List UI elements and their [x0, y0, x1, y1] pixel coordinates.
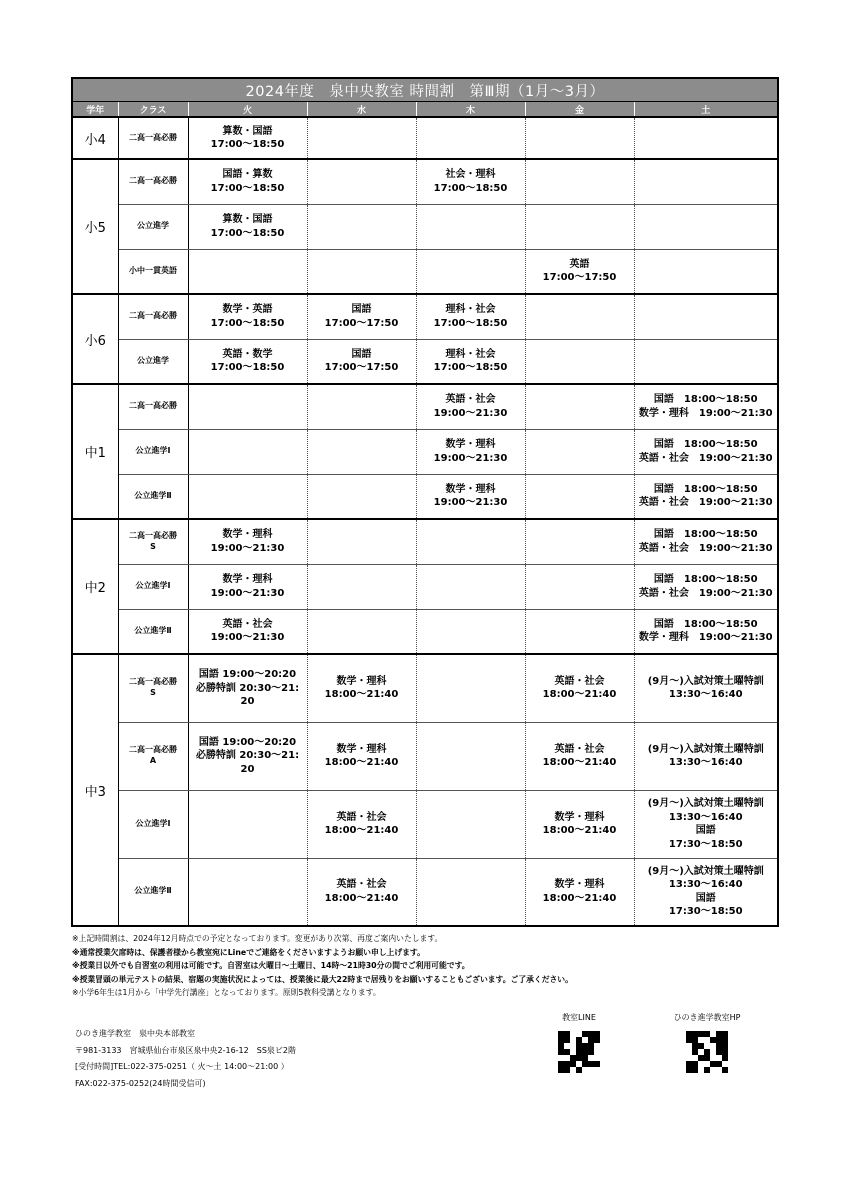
schedule-cell [416, 654, 525, 722]
schedule-line: 17:00～18:50 [210, 139, 285, 150]
schedule-cell [634, 790, 778, 858]
class-name-line: 小中一貫英語 [129, 265, 177, 275]
schedule-line: 数学・理科 [222, 529, 273, 541]
column-header: 学年 [72, 102, 118, 118]
note-line: ※通常授業欠席時は、保護者様から教室宛にLineでご連絡をくださいますようお願い申し上げます。 [72, 947, 425, 957]
schedule-cell [525, 654, 634, 722]
schedule-line: 17:00～18:50 [210, 362, 285, 374]
schedule-line: 17:00～18:50 [433, 362, 508, 374]
class-name-line: 二高一高必勝 [129, 677, 177, 687]
note-line: ※授業冒頭の単元テストの結果、宿題の実施状況によっては、授業後に最大22時まで居残りをお願いすることもございます。ご了承ください。 [72, 974, 573, 984]
class-name-line: 二高一高必勝 [129, 530, 177, 540]
schedule-line: 18:00～21:40 [542, 825, 617, 836]
schedule-cell [634, 858, 778, 926]
schedule-cell [188, 339, 307, 384]
schedule-cell [188, 722, 307, 790]
schedule-cell [307, 159, 416, 204]
schedule-line: 理科・社会 [445, 304, 496, 316]
schedule-line: 数学・理科 19:00～21:30 [638, 632, 773, 644]
class-name-line: S [150, 541, 156, 551]
schedule-cell [188, 249, 307, 294]
schedule-cell [634, 117, 778, 159]
grade-cell: 中3 [72, 654, 118, 926]
schedule-cell [188, 474, 307, 519]
schedule-cell [416, 339, 525, 384]
schedule-line: 19:00～21:30 [210, 587, 285, 599]
note-line: ※授業日以外でも自習室の利用は可能です。自習室は火曜日～土曜日、14時～21時30分の間でご利用可能です。 [72, 961, 470, 970]
class-name-line: 二高一高必勝 [129, 311, 177, 321]
schedule-cell [307, 474, 416, 519]
schedule-line: 18:00～21:40 [542, 689, 617, 701]
schedule-cell [188, 384, 307, 429]
schedule-cell [525, 858, 634, 926]
schedule-line: 国語 [695, 825, 716, 836]
schedule-line: 英語・社会 [336, 879, 387, 891]
schedule-line: 理科・社会 [445, 348, 496, 360]
schedule-line: 国語 18:00～18:50 [653, 439, 758, 450]
schedule-cell [188, 519, 307, 564]
class-cell [118, 654, 188, 722]
line-qr-block [524, 1012, 634, 1073]
schedule-line: 英語・社会 19:00～21:30 [638, 452, 773, 464]
schedule-line: 英語・社会 [554, 743, 605, 755]
schedule-line: 18:00～21:40 [542, 892, 617, 904]
class-name-line: 二高一高必勝 [129, 745, 177, 755]
schedule-cell [307, 249, 416, 294]
table-row [72, 294, 778, 339]
class-cell [118, 159, 188, 204]
schedule-line: 国語 18:00～18:50 [653, 618, 758, 630]
school-info-line: FAX:022-375-0252(24時間受信可) [75, 1078, 206, 1088]
schedule-cell [307, 204, 416, 249]
schedule-line: 18:00～21:40 [542, 757, 617, 768]
schedule-cell [307, 117, 416, 159]
class-cell [118, 384, 188, 429]
schedule-cell [525, 609, 634, 654]
schedule-line: 必勝特訓 20:30～21: [195, 750, 300, 762]
schedule-line: 数学・理科 [222, 574, 273, 585]
class-name-line: 二高一高必勝 [129, 176, 177, 186]
schedule-cell [416, 204, 525, 249]
schedule-line: 英語・社会 [336, 811, 387, 823]
schedule-line: 英語・社会 19:00～21:30 [638, 497, 773, 509]
schedule-cell [188, 790, 307, 858]
schedule-cell [188, 159, 307, 204]
column-header: 火 [188, 102, 307, 118]
schedule-line: 英語・社会 [554, 675, 605, 687]
schedule-cell [307, 564, 416, 609]
schedule-cell [416, 519, 525, 564]
schedule-line: 国語 18:00～18:50 [653, 483, 758, 495]
schedule-cell [634, 474, 778, 519]
schedule-line: 18:00～21:40 [324, 892, 399, 904]
schedule-line: 数学・理科 [336, 675, 387, 687]
class-name-line: S [150, 688, 156, 698]
schedule-cell [416, 429, 525, 474]
class-cell [118, 339, 188, 384]
schedule-line: 19:00～21:30 [433, 407, 508, 419]
schedule-line: (9月～)入試対策土曜特訓 [647, 675, 764, 687]
schedule-line: 17:00～18:50 [433, 317, 508, 329]
schedule-cell [634, 339, 778, 384]
schedule-cell [525, 722, 634, 790]
schedule-line: 英語・数学 [222, 348, 273, 360]
schedule-cell [416, 722, 525, 790]
schedule-cell [634, 249, 778, 294]
class-cell [118, 858, 188, 926]
timetable [71, 77, 777, 927]
schedule-line: 13:30～16:40 [668, 689, 743, 701]
class-name-line: 二高一高必勝 [129, 401, 177, 411]
schedule-cell [525, 384, 634, 429]
schedule-line: 英語・社会 [222, 618, 273, 630]
table-row [72, 609, 778, 654]
class-cell [118, 790, 188, 858]
schedule-line: 19:00～21:30 [210, 542, 285, 554]
schedule-line: 19:00～21:30 [210, 632, 285, 644]
class-cell [118, 294, 188, 339]
class-cell [118, 429, 188, 474]
class-name-line: 公立進学Ⅰ [135, 446, 171, 456]
schedule-line: 数学・理科 [445, 483, 496, 495]
class-name-line: 公立進学Ⅱ [134, 625, 172, 635]
column-header: 木 [416, 102, 525, 118]
schedule-line: 17:00～18:50 [210, 182, 285, 194]
table-row [72, 519, 778, 564]
schedule-line: 国語 19:00～20:20 [198, 736, 297, 748]
schedule-line: 数学・理科 [554, 879, 605, 891]
class-name-line: 公立進学Ⅱ [134, 886, 172, 896]
schedule-cell [525, 204, 634, 249]
schedule-line: 国語 18:00～18:50 [653, 394, 758, 406]
schedule-cell [416, 790, 525, 858]
schedule-line: 17:00～17:50 [324, 317, 399, 329]
column-header: 金 [525, 102, 634, 118]
schedule-line: 17:00～17:50 [324, 362, 399, 374]
schedule-line: 国語 [695, 892, 716, 904]
schedule-line: 必勝特訓 20:30～21: [195, 682, 300, 694]
class-cell [118, 249, 188, 294]
schedule-cell [188, 564, 307, 609]
schedule-cell [416, 384, 525, 429]
schedule-line: 13:30～16:40 [668, 879, 743, 891]
schedule-cell [634, 519, 778, 564]
schedule-cell [307, 858, 416, 926]
schedule-line: 18:00～21:40 [324, 689, 399, 701]
schedule-line: 19:00～21:30 [433, 497, 508, 509]
schedule-line: 国語 19:00～20:20 [198, 669, 297, 680]
schedule-line: 18:00～21:40 [324, 825, 399, 836]
schedule-cell [634, 159, 778, 204]
schedule-cell [525, 790, 634, 858]
schedule-cell [416, 564, 525, 609]
schedule-cell [525, 519, 634, 564]
school-info-line: [受付時間]TEL:022-375-0251（ 火～土 14:00～21:00 ） [75, 1062, 289, 1071]
schedule-cell [525, 249, 634, 294]
schedule-line: 17:00～18:50 [210, 317, 285, 329]
schedule-line: (9月～)入試対策土曜特訓 [647, 798, 764, 809]
class-cell [118, 519, 188, 564]
table-row [72, 159, 778, 204]
column-header: 土 [634, 102, 778, 118]
schedule-cell [525, 474, 634, 519]
schedule-cell [307, 722, 416, 790]
schedule-cell [525, 339, 634, 384]
schedule-cell [416, 609, 525, 654]
note-line: ※小学6年生は1月から「中学先行講座」となっております。原則5教科受講となります。 [72, 988, 381, 997]
schedule-line: 英語・社会 19:00～21:30 [638, 587, 773, 599]
schedule-cell [188, 429, 307, 474]
schedule-cell [416, 294, 525, 339]
page-title: 2024年度 泉中央教室 時間割 第Ⅲ期（1月～3月） [72, 78, 778, 102]
schedule-cell [307, 429, 416, 474]
schedule-cell [307, 294, 416, 339]
schedule-line: 社会・理科 [445, 169, 496, 181]
table-row [72, 117, 778, 159]
schedule-line: (9月～)入試対策土曜特訓 [647, 743, 764, 755]
grade-cell: 小6 [72, 294, 118, 384]
schedule-line: 13:30～16:40 [668, 811, 743, 823]
schedule-cell [634, 429, 778, 474]
schedule-cell [416, 117, 525, 159]
class-cell [118, 474, 188, 519]
schedule-line: (9月～)入試対策土曜特訓 [647, 865, 764, 877]
schedule-line: 国語 18:00～18:50 [653, 574, 758, 585]
timetable-grid [71, 77, 779, 927]
table-row [72, 204, 778, 249]
class-cell [118, 609, 188, 654]
schedule-line: 17:00～18:50 [210, 227, 285, 239]
schedule-line: 算数・国語 [222, 125, 273, 137]
schedule-cell [188, 294, 307, 339]
schedule-cell [634, 722, 778, 790]
grade-cell: 中1 [72, 384, 118, 519]
schedule-cell [634, 609, 778, 654]
class-name-line: 公立進学 [137, 221, 169, 231]
schedule-line: 国語 [351, 348, 372, 360]
schedule-line: 英語・社会 [445, 394, 496, 406]
schedule-cell [307, 339, 416, 384]
schedule-cell [525, 564, 634, 609]
schedule-cell [525, 117, 634, 159]
schedule-cell [188, 654, 307, 722]
hp-qr-block [652, 1012, 762, 1073]
table-row [72, 654, 778, 722]
schedule-line: 20 [240, 696, 255, 707]
schedule-line: 算数・国語 [222, 214, 273, 225]
table-row [72, 474, 778, 519]
column-header: 水 [307, 102, 416, 118]
schedule-line: 数学・理科 [336, 743, 387, 755]
schedule-cell [525, 159, 634, 204]
table-row [72, 249, 778, 294]
schedule-cell [634, 204, 778, 249]
schedule-cell [416, 159, 525, 204]
schedule-cell [307, 384, 416, 429]
schedule-line: 数学・英語 [222, 304, 273, 316]
table-row [72, 790, 778, 858]
schedule-line: 英語 [569, 258, 590, 270]
schedule-cell [188, 609, 307, 654]
line-qr-label: 教室LINE [562, 1013, 596, 1022]
schedule-line: 英語・社会 19:00～21:30 [638, 542, 773, 554]
class-name-line: A [149, 756, 157, 765]
class-name-line: 公立進学 [137, 355, 169, 365]
schedule-cell [188, 117, 307, 159]
schedule-cell [416, 858, 525, 926]
schedule-cell [634, 564, 778, 609]
schedule-line: 20 [240, 763, 255, 775]
schedule-cell [188, 858, 307, 926]
schedule-line: 国語 [351, 304, 372, 316]
grade-cell: 小5 [72, 159, 118, 294]
class-cell [118, 204, 188, 249]
class-cell [118, 564, 188, 609]
class-name-line: 公立進学Ⅰ [135, 581, 171, 591]
table-row [72, 858, 778, 926]
school-info-line: 〒981-3133 宮城県仙台市泉区泉中央2-16-12 SS泉ビ2階 [75, 1045, 296, 1055]
schedule-cell [525, 429, 634, 474]
hp-qr-label: ひのき進学教室HP [673, 1013, 741, 1022]
schedule-cell [416, 249, 525, 294]
school-info-line: ひのき進学教室 泉中央本部教室 [75, 1029, 195, 1038]
schedule-line: 19:00～21:30 [433, 452, 508, 464]
schedule-cell [634, 654, 778, 722]
schedule-line: 国語 18:00～18:50 [653, 529, 758, 541]
schedule-cell [307, 790, 416, 858]
table-row [72, 384, 778, 429]
schedule-line: 17:30～18:50 [668, 838, 743, 850]
schedule-cell [188, 204, 307, 249]
schedule-line: 13:30～16:40 [668, 757, 743, 768]
grade-cell: 小4 [72, 117, 118, 159]
schedule-line: 17:30～18:50 [668, 906, 743, 918]
class-name-line: 公立進学Ⅱ [134, 490, 172, 500]
schedule-line: 数学・理科 [554, 811, 605, 823]
hp-qr-code[interactable] [686, 1031, 728, 1073]
schedule-line: 数学・理科 [445, 439, 496, 450]
schedule-line: 17:00～17:50 [542, 272, 617, 284]
table-row [72, 722, 778, 790]
schedule-cell [416, 474, 525, 519]
schedule-cell [634, 294, 778, 339]
schedule-line: 国語・算数 [222, 169, 273, 181]
class-name-line: 二高一高必勝 [129, 132, 177, 142]
schedule-cell [307, 609, 416, 654]
notes [72, 932, 792, 1000]
schedule-cell [307, 654, 416, 722]
schedule-line: 17:00～18:50 [433, 182, 508, 194]
school-info [75, 1026, 296, 1092]
table-row [72, 339, 778, 384]
grade-cell: 中2 [72, 519, 118, 654]
schedule-line: 数学・理科 19:00～21:30 [638, 407, 773, 419]
schedule-cell [307, 519, 416, 564]
class-cell [118, 722, 188, 790]
table-row [72, 564, 778, 609]
column-header-row [72, 102, 778, 118]
schedule-cell [525, 294, 634, 339]
class-cell [118, 117, 188, 159]
schedule-line: 18:00～21:40 [324, 757, 399, 768]
line-qr-code[interactable] [558, 1031, 600, 1073]
table-row [72, 429, 778, 474]
class-name-line: 公立進学Ⅰ [135, 818, 171, 828]
note-line: ※上記時間割は、2024年12月時点での予定となっております。変更があり次第、再度ご案内いたします。 [72, 934, 443, 943]
column-header: クラス [118, 102, 188, 118]
schedule-cell [634, 384, 778, 429]
